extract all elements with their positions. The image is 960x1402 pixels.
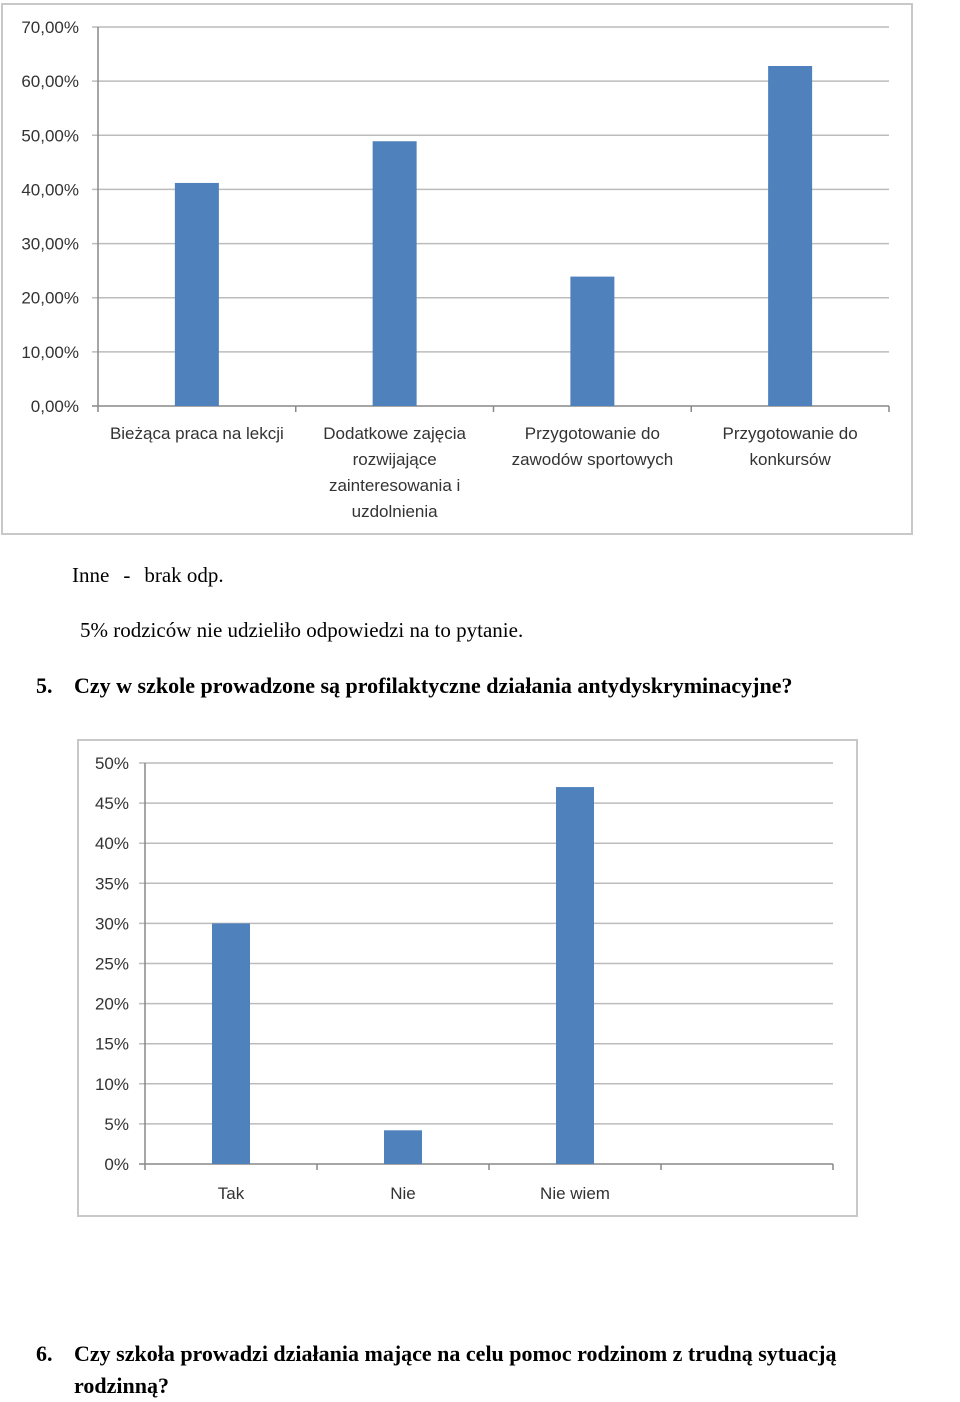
chart1-category-label: Przygotowanie do	[722, 424, 858, 443]
other-value: brak odp.	[144, 563, 224, 587]
chart-extracurricular	[1, 3, 913, 535]
chart1-bar	[768, 66, 812, 406]
chart1-y-tick-label: 50,00%	[21, 126, 79, 146]
other-dash: -	[123, 563, 131, 587]
question-6	[36, 1338, 960, 1402]
chart2-category-label: Nie	[390, 1184, 416, 1203]
other-answer-line	[72, 563, 224, 588]
chart2-bar	[556, 787, 594, 1164]
chart1-category-label: uzdolnienia	[351, 502, 438, 521]
chart2-y-tick-label: 35%	[94, 874, 129, 894]
chart1-category-label: Dodatkowe zajęcia	[323, 424, 466, 443]
question-5-number: 5.	[36, 673, 53, 698]
chart1-category-label: Przygotowanie do	[524, 424, 660, 443]
no-answer-note: 5% rodziców nie udzieliło odpowiedzi na to pytanie.	[80, 618, 524, 642]
chart1-y-tick-label: 60,00%	[21, 72, 79, 92]
chart1-category-label: rozwijające	[352, 450, 437, 469]
chart2-y-tick-label: 25%	[94, 954, 129, 974]
question-5	[36, 673, 792, 699]
chart1-y-tick-label: 0,00%	[30, 397, 79, 416]
question-5-text: Czy w szkole prowadzone są profilaktyczne działania antydyskryminacyjne?	[74, 673, 793, 698]
chart1-category-label: Bieżąca praca na lekcji	[109, 424, 284, 443]
chart2-category-label: Tak	[217, 1184, 245, 1203]
chart1-bar	[373, 141, 417, 406]
question-6-number: 6.	[36, 1341, 53, 1366]
question-6-text-line2: rodzinną?	[74, 1373, 169, 1398]
chart2-y-tick-label: 50%	[94, 754, 129, 773]
chart1-category-label: konkursów	[749, 450, 831, 469]
chart-1-svg	[3, 5, 911, 533]
chart2-y-tick-label: 30%	[94, 914, 129, 934]
chart2-y-tick-label: 10%	[94, 1074, 129, 1094]
chart1-category-label: zainteresowania i	[328, 476, 461, 495]
chart1-bar	[175, 183, 219, 406]
chart2-y-tick-label: 15%	[94, 1034, 129, 1054]
chart2-y-tick-label: 0%	[104, 1155, 129, 1174]
chart-anti-discrimination	[77, 739, 858, 1217]
chart1-y-tick-label: 20,00%	[21, 288, 79, 308]
chart1-category-label: zawodów sportowych	[511, 450, 674, 469]
chart-2-svg	[79, 741, 856, 1215]
chart2-y-tick-label: 45%	[94, 794, 129, 814]
chart1-y-tick-label: 10,00%	[21, 342, 79, 362]
chart2-bar	[212, 923, 250, 1164]
chart2-y-tick-label: 40%	[94, 834, 129, 854]
other-label: Inne	[72, 563, 110, 587]
chart2-y-tick-label: 5%	[104, 1114, 129, 1134]
chart1-y-tick-label: 70,00%	[21, 18, 79, 37]
chart1-y-tick-label: 40,00%	[21, 180, 79, 200]
chart1-bar	[570, 277, 614, 406]
chart2-bar	[384, 1130, 422, 1164]
chart2-category-label: Nie wiem	[540, 1184, 610, 1203]
chart1-y-tick-label: 30,00%	[21, 234, 79, 254]
chart2-y-tick-label: 20%	[94, 994, 129, 1014]
question-6-text-line1: Czy szkoła prowadzi działania mające na celu pomoc rodzinom z trudną sytuacją	[74, 1341, 837, 1366]
